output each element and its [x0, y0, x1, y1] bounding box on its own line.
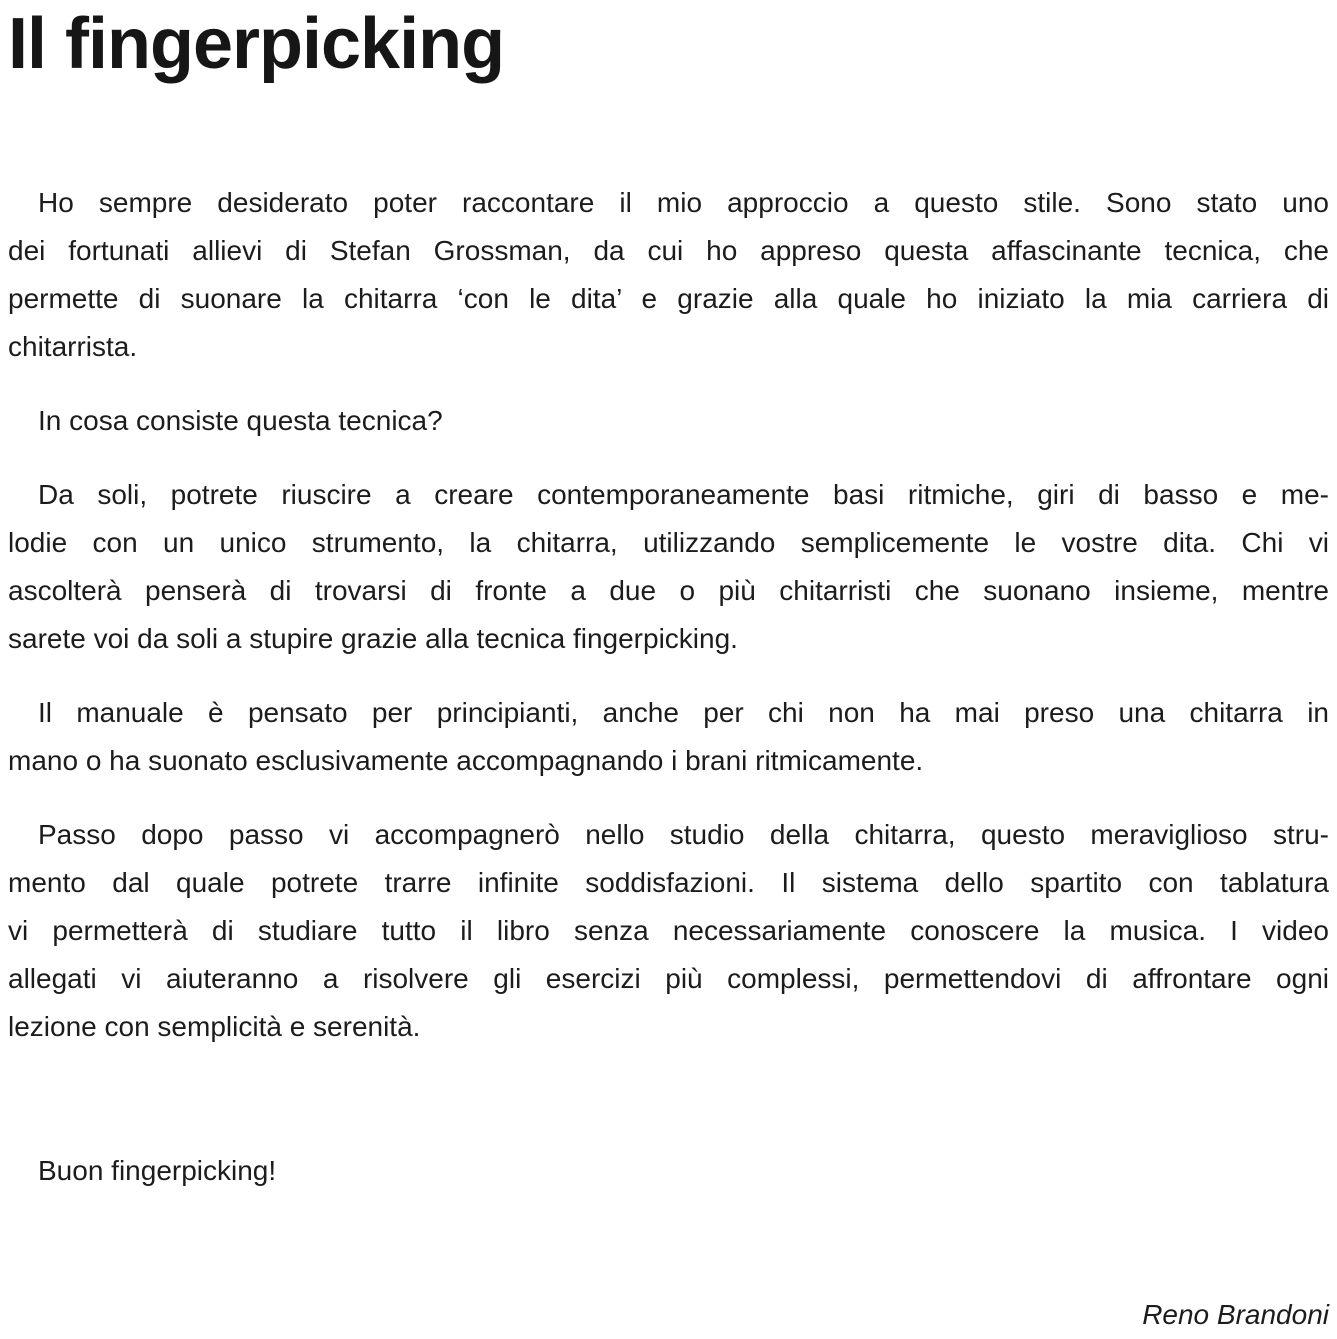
text-line: dei fortunati allievi di Stefan Grossman, da cui ho appreso questa affascinante tecnica, che [8, 235, 1329, 266]
text-line: mento dal quale potrete trarre infinite soddisfazioni. Il sistema dello spartito con tablatura [8, 867, 1329, 898]
text-line: lodie con un unico strumento, la chitarra, utilizzando semplicemente le vostre dita. Chi vi [8, 527, 1329, 558]
page-title: Il fingerpicking [8, 4, 505, 84]
text-line: permette di suonare la chitarra ‘con le dita’ e grazie alla quale ho iniziato la mia carriera di [8, 283, 1329, 314]
text-line: Da soli, potrete riuscire a creare contemporaneamente basi ritmiche, giri di basso e me- [38, 479, 1329, 510]
text-line: allegati vi aiuteranno a risolvere gli esercizi più complessi, permettendovi di affrontare ogni [8, 963, 1329, 994]
paragraph [8, 811, 1329, 1051]
text-line: sarete voi da soli a stupire grazie alla tecnica fingerpicking. [8, 623, 738, 654]
text-line: Passo dopo passo vi accompagnerò nello studio della chitarra, questo meraviglioso stru- [38, 819, 1329, 850]
text-line: vi permetterà di studiare tutto il libro senza necessariamente conoscere la musica. I video [8, 915, 1329, 946]
paragraph [8, 179, 1329, 371]
text-line: lezione con semplicità e serenità. [8, 1011, 421, 1042]
paragraphs [8, 179, 1329, 1051]
text-line: chitarrista. [8, 331, 138, 362]
closing-line: Buon fingerpicking! [38, 1155, 277, 1186]
text-line: In cosa consiste questa tecnica? [38, 405, 443, 436]
author-signature: Reno Brandoni [1142, 1299, 1329, 1330]
paragraph [8, 471, 1329, 663]
text-line: Ho sempre desiderato poter raccontare il mio approccio a questo stile. Sono stato uno [38, 187, 1329, 218]
closing-paragraph [8, 1147, 1329, 1195]
text-line: Il manuale è pensato per principianti, anche per chi non ha mai preso una chitarra in [38, 697, 1329, 728]
text-line: mano o ha suonato esclusivamente accompagnando i brani ritmicamente. [8, 745, 924, 776]
paragraph [8, 397, 1329, 445]
paragraph [8, 689, 1329, 785]
text-line: ascolterà penserà di trovarsi di fronte a due o più chitarristi che suonano insieme, mentre [8, 575, 1329, 606]
